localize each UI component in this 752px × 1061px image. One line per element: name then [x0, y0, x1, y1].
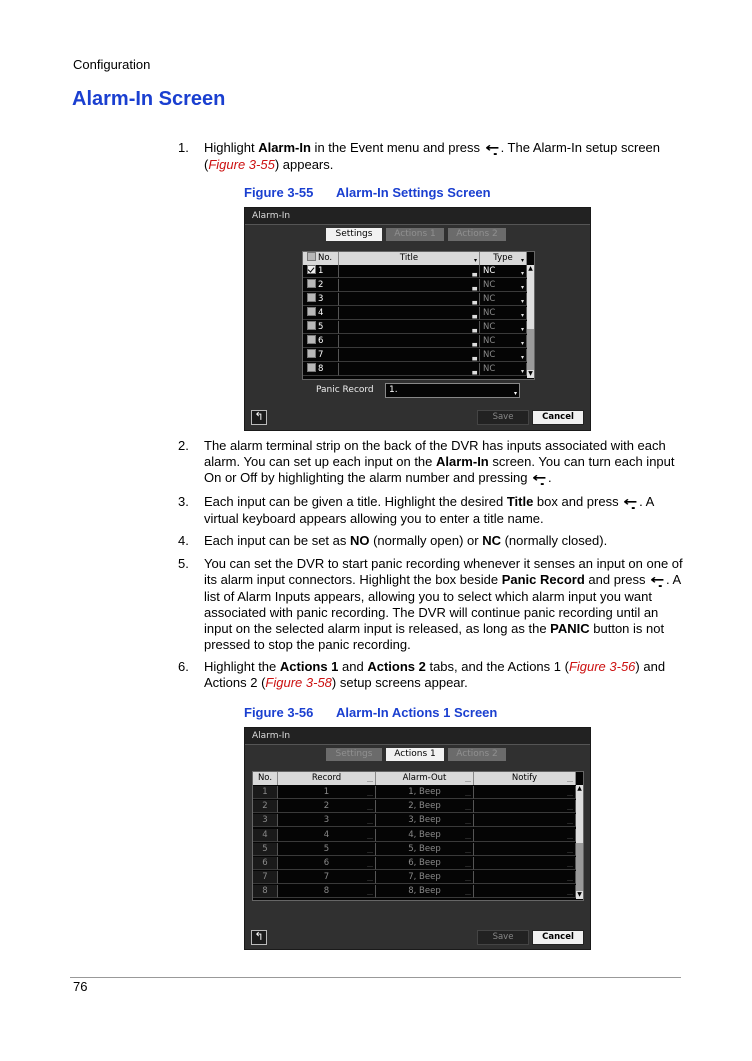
dropdown-icon: ▾ — [520, 298, 524, 305]
cell-notify[interactable] — [474, 885, 576, 898]
edit-icon: ▄ — [472, 284, 477, 291]
alarm-input-table — [302, 251, 535, 380]
cell-no[interactable]: 8 — [303, 363, 339, 376]
more-icon: … — [367, 833, 373, 841]
dropdown-icon: ▾ — [520, 270, 524, 277]
sort-icon: ▾ — [520, 257, 524, 264]
cell-type[interactable]: NC ▾ — [480, 307, 527, 320]
step-2: 2. The alarm terminal strip on the back of the DVR has inputs associated with each alarm. You can set up each input on the Alarm-In screen. You can turn each input On or Off by highlighting the alarm number and pressing ←̣. — [178, 438, 675, 486]
cell-type[interactable]: NC ▾ — [480, 363, 527, 376]
cell-record[interactable]: 5 … — [278, 843, 376, 856]
scrollbar[interactable] — [527, 265, 534, 378]
step-number: 1. — [178, 140, 189, 155]
column-header-record[interactable]: Record … — [278, 772, 376, 785]
enter-key-icon: ←̣ — [650, 573, 665, 588]
cell-alarm-out[interactable]: 3, Beep … — [376, 814, 474, 827]
dropdown-icon: ▾ — [520, 284, 524, 291]
checkbox-icon[interactable] — [307, 321, 316, 330]
cell-alarm-out[interactable]: 5, Beep … — [376, 843, 474, 856]
edit-icon: ▄ — [472, 270, 477, 277]
tab-settings[interactable]: Settings — [326, 748, 382, 761]
more-icon: … — [567, 833, 573, 841]
step-1: 1. Highlight Alarm-In in the Event menu and press ←̣. The Alarm-In setup screen (Figure 3-55) appears. — [178, 140, 661, 172]
cell-notify[interactable] — [474, 786, 576, 799]
enter-key-icon: ←̣ — [485, 141, 500, 156]
cell-type[interactable]: NC ▾ — [480, 279, 527, 292]
cell-alarm-out[interactable]: 2, Beep … — [376, 800, 474, 813]
cell-record[interactable]: 2 … — [278, 800, 376, 813]
cell-notify[interactable] — [474, 800, 576, 813]
save-button[interactable]: Save — [477, 410, 529, 425]
edit-icon: ▄ — [472, 312, 477, 319]
edit-icon: ▄ — [472, 368, 477, 375]
enter-key-icon: ←̣ — [623, 495, 638, 510]
more-icon: … — [567, 876, 573, 884]
cell-alarm-out[interactable]: 4, Beep … — [376, 829, 474, 842]
table-row[interactable] — [253, 829, 576, 843]
table-row[interactable] — [253, 786, 576, 800]
cell-title[interactable] — [339, 279, 480, 292]
cell-notify[interactable] — [474, 814, 576, 827]
table-row[interactable] — [303, 307, 527, 321]
cancel-button[interactable]: Cancel — [532, 410, 584, 425]
more-icon: … — [567, 819, 573, 827]
cell-no[interactable]: 2 — [303, 279, 339, 292]
checkbox-icon[interactable] — [307, 349, 316, 358]
tab-actions-2[interactable]: Actions 2 — [448, 228, 506, 241]
table-row[interactable] — [253, 885, 576, 899]
sort-icon: … — [567, 777, 573, 784]
table-row[interactable] — [303, 265, 527, 279]
more-icon: … — [367, 876, 373, 884]
figure-caption: Figure 3-55 Alarm-In Settings Screen — [244, 185, 491, 200]
table-row[interactable] — [253, 843, 576, 857]
more-icon: … — [567, 791, 573, 798]
more-icon: … — [567, 862, 573, 869]
cell-type[interactable]: NC ▾ — [480, 265, 527, 278]
cell-notify[interactable] — [474, 843, 576, 856]
more-icon: … — [367, 791, 373, 798]
cell-record[interactable]: 1 … — [278, 786, 376, 799]
more-icon: … — [465, 833, 471, 841]
cell-record[interactable]: 3 … — [278, 814, 376, 827]
cell-notify[interactable] — [474, 829, 576, 842]
cell-notify[interactable] — [474, 871, 576, 884]
more-icon: … — [465, 847, 471, 855]
back-arrow-icon[interactable]: ↰ — [251, 930, 267, 945]
tab-actions-1[interactable]: Actions 1 — [386, 748, 444, 761]
step-3: 3. Each input can be given a title. Highlight the desired Title box and press ←̣. A virtual keyboard appears allowing you to enter a title name. — [178, 494, 654, 526]
figure-reference[interactable]: Figure 3-58 — [265, 675, 332, 690]
checkbox-icon[interactable] — [307, 335, 316, 344]
cell-no[interactable]: 8 — [253, 885, 278, 898]
more-icon: … — [567, 890, 573, 898]
checkbox-icon[interactable] — [307, 307, 316, 316]
table-row[interactable] — [303, 335, 527, 349]
cell-title[interactable] — [339, 307, 480, 320]
dropdown-icon: ▾ — [520, 326, 524, 333]
cell-type[interactable]: NC ▾ — [480, 321, 527, 334]
cell-record[interactable]: 7 … — [278, 871, 376, 884]
scroll-down-icon[interactable]: ▼ — [577, 891, 582, 898]
cell-type[interactable]: NC ▾ — [480, 335, 527, 348]
cell-no[interactable]: 6 — [253, 857, 278, 870]
cell-no[interactable]: 6 — [303, 335, 339, 348]
cell-record[interactable]: 6 … — [278, 857, 376, 870]
cell-no[interactable]: 5 — [303, 321, 339, 334]
figure-reference[interactable]: Figure 3-55 — [208, 157, 275, 172]
more-icon: … — [465, 805, 471, 813]
column-header-title[interactable]: Title ▾ — [339, 252, 480, 265]
cell-no[interactable]: 4 — [253, 829, 278, 842]
cell-alarm-out[interactable]: 8, Beep … — [376, 885, 474, 898]
dropdown-icon: ▾ — [513, 390, 517, 397]
column-header-no[interactable]: No. — [303, 252, 339, 265]
cell-record[interactable]: 8 … — [278, 885, 376, 898]
step-6: 6. Highlight the Actions 1 and Actions 2 tabs, and the Actions 1 (Figure 3-56) and Actions 2 (Figure 3-58) setup screens appear. — [178, 659, 666, 690]
dropdown-icon: ▾ — [520, 340, 524, 347]
cell-no[interactable]: 1 — [303, 265, 339, 278]
cell-no[interactable]: 5 — [253, 843, 278, 856]
cell-alarm-out[interactable]: 6, Beep … — [376, 857, 474, 870]
more-icon: … — [465, 862, 471, 869]
screen-title: Alarm-In — [245, 208, 590, 225]
cell-notify[interactable] — [474, 857, 576, 870]
more-icon: … — [567, 847, 573, 855]
enter-key-icon: ←̣ — [532, 471, 547, 486]
cell-title[interactable] — [339, 335, 480, 348]
tab-settings[interactable]: Settings — [326, 228, 382, 241]
column-header-alarm-out[interactable]: Alarm-Out … — [376, 772, 474, 785]
cell-alarm-out[interactable]: 7, Beep … — [376, 871, 474, 884]
cell-no[interactable]: 4 — [303, 307, 339, 320]
cell-type[interactable]: NC ▾ — [480, 293, 527, 306]
figure-reference[interactable]: Figure 3-56 — [568, 659, 636, 674]
page-number: 76 — [73, 979, 88, 994]
more-icon: … — [465, 876, 471, 884]
alarm-in-settings-screen — [244, 207, 591, 431]
alarm-actions-table — [252, 771, 584, 901]
scroll-up-icon[interactable]: ▲ — [528, 265, 533, 272]
back-arrow-icon[interactable]: ↰ — [251, 410, 267, 425]
panic-record-select[interactable]: 1. ▾ — [385, 383, 520, 398]
table-row[interactable] — [253, 857, 576, 871]
cell-no[interactable]: 7 — [253, 871, 278, 884]
table-row[interactable] — [253, 800, 576, 814]
column-header-no[interactable]: No. — [253, 772, 278, 785]
footer-divider — [70, 977, 681, 978]
cell-title[interactable] — [339, 293, 480, 306]
cell-no[interactable]: 7 — [303, 349, 339, 362]
screen-title: Alarm-In — [245, 728, 590, 745]
cell-title[interactable] — [339, 363, 480, 376]
table-row[interactable] — [303, 349, 527, 363]
dropdown-icon: ▾ — [520, 368, 524, 375]
page-header-section: Configuration — [73, 57, 151, 72]
edit-icon: ▄ — [472, 354, 477, 361]
cancel-button[interactable]: Cancel — [532, 930, 584, 945]
table-row[interactable] — [253, 871, 576, 885]
sort-icon: ▾ — [473, 257, 477, 264]
more-icon: … — [367, 862, 373, 869]
checkbox-icon[interactable] — [307, 363, 316, 372]
more-icon: … — [367, 890, 373, 898]
tab-actions-2[interactable]: Actions 2 — [448, 748, 506, 761]
dropdown-icon: ▾ — [520, 354, 524, 361]
cell-title[interactable] — [339, 321, 480, 334]
table-row[interactable] — [303, 363, 527, 377]
table-row[interactable] — [303, 321, 527, 335]
scrollbar[interactable] — [576, 785, 583, 899]
table-row[interactable] — [303, 279, 527, 293]
cell-no[interactable]: 1 — [253, 786, 278, 799]
edit-icon: ▄ — [472, 298, 477, 305]
scroll-thumb[interactable] — [576, 793, 583, 843]
column-header-type[interactable]: Type ▾ — [480, 252, 527, 265]
save-button[interactable]: Save — [477, 930, 529, 945]
scroll-down-icon[interactable]: ▼ — [528, 370, 533, 377]
checkbox-icon[interactable] — [307, 265, 316, 274]
table-row[interactable] — [253, 814, 576, 828]
more-icon: … — [367, 847, 373, 855]
more-icon: … — [465, 819, 471, 827]
alarm-in-actions-1-screen — [244, 727, 591, 950]
sort-icon: … — [367, 777, 373, 784]
more-icon: … — [465, 890, 471, 898]
more-icon: … — [367, 819, 373, 827]
sort-icon: … — [465, 777, 471, 784]
cell-type[interactable]: NC ▾ — [480, 349, 527, 362]
panic-record-label: Panic Record — [316, 385, 374, 395]
scroll-thumb[interactable] — [527, 273, 534, 329]
edit-icon: ▄ — [472, 340, 477, 347]
cell-record[interactable]: 4 … — [278, 829, 376, 842]
column-header-notify[interactable]: Notify … — [474, 772, 576, 785]
more-icon: … — [367, 805, 373, 813]
cell-no[interactable]: 3 — [253, 814, 278, 827]
step-5: 5. You can set the DVR to start panic recording whenever it senses an input on one of its alarm input connectors. Highlight the box beside Panic Record and press ←̣. A list of Alarm Inputs appears, allowing you to select which alarm input you want associated with panic recording. The DVR will continue panic recording until an input on the selected alarm input is released, as long as the PANIC button is not pressed to stop the panic recording. — [178, 556, 683, 652]
cell-title[interactable] — [339, 349, 480, 362]
page-heading: Alarm-In Screen — [72, 88, 226, 110]
checkbox-icon[interactable] — [307, 293, 316, 302]
more-icon: … — [567, 805, 573, 813]
checkbox-icon[interactable] — [307, 279, 316, 288]
tab-actions-1[interactable]: Actions 1 — [386, 228, 444, 241]
step-4: 4. Each input can be set as NO (normally open) or NC (normally closed). — [178, 533, 608, 548]
more-icon: … — [465, 791, 471, 798]
edit-icon: ▄ — [472, 326, 477, 333]
cell-title[interactable] — [339, 265, 480, 278]
cell-no[interactable]: 3 — [303, 293, 339, 306]
figure-caption: Figure 3-56 Alarm-In Actions 1 Screen — [244, 705, 498, 720]
checkbox-icon[interactable] — [307, 252, 316, 261]
table-row[interactable] — [303, 293, 527, 307]
scroll-up-icon[interactable]: ▲ — [577, 785, 582, 792]
cell-alarm-out[interactable]: 1, Beep … — [376, 786, 474, 799]
dropdown-icon: ▾ — [520, 312, 524, 319]
cell-no[interactable]: 2 — [253, 800, 278, 813]
